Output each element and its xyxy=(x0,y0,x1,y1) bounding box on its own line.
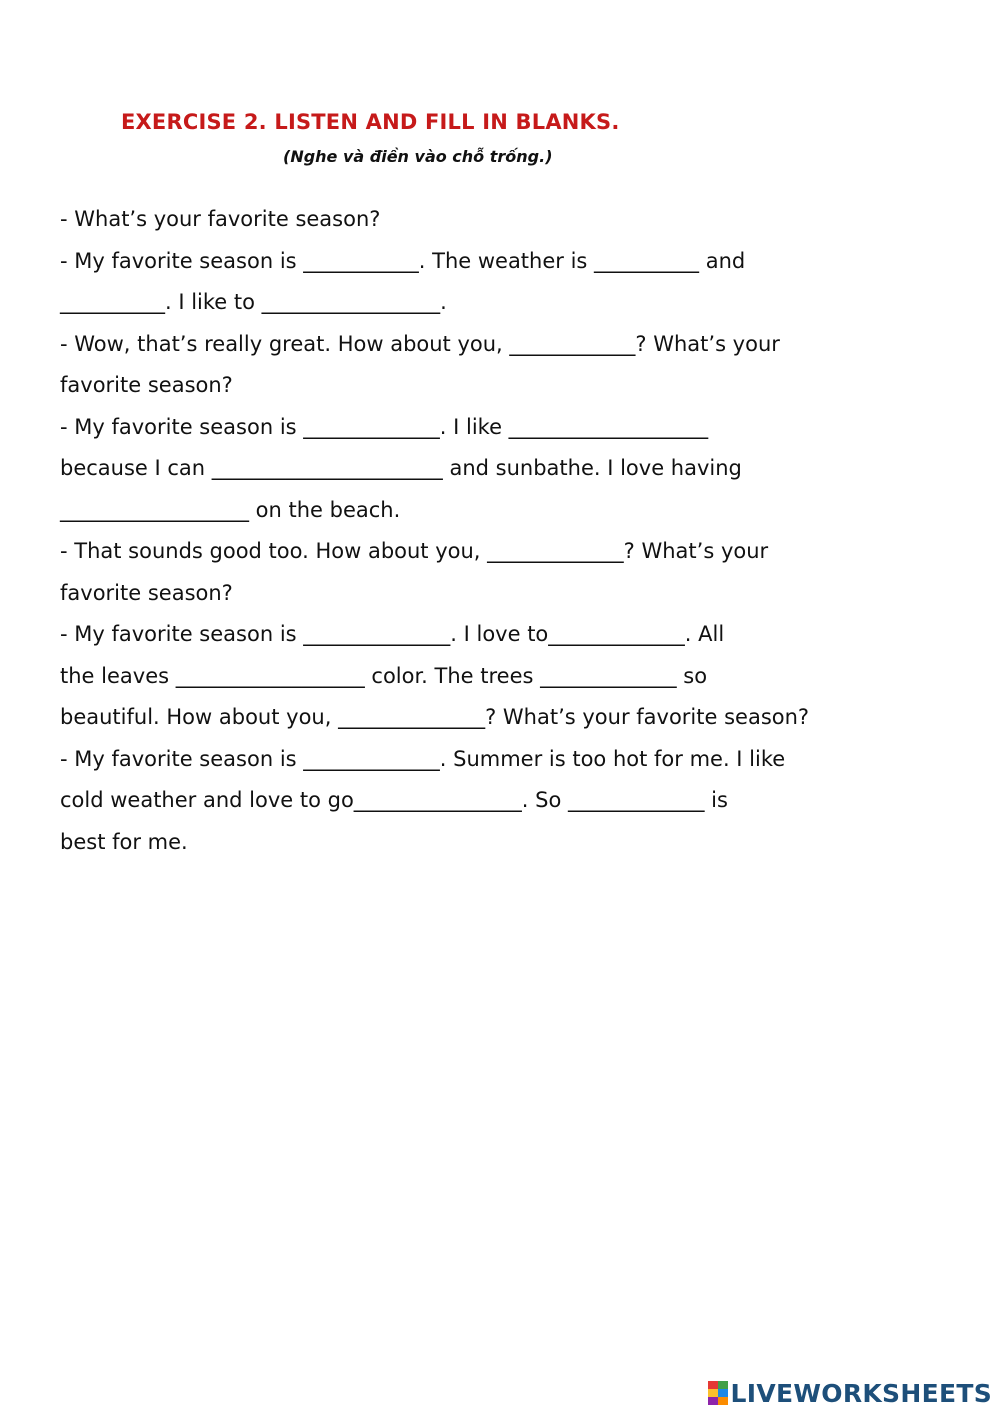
text-line: - Wow, that’s really great. How about you, ____________? What’s your xyxy=(60,332,780,356)
text-line: favorite season? xyxy=(60,373,233,397)
liveworksheets-logo[interactable] xyxy=(708,1379,992,1407)
text-line: beautiful. How about you, ______________? What’s your favorite season? xyxy=(60,705,810,729)
text-line: - That sounds good too. How about you, _____________? What’s your xyxy=(60,539,769,563)
text-line: cold weather and love to go________________. So _____________ is xyxy=(60,788,728,812)
liveworksheets-logo-text: LIVEWORKSHEETS xyxy=(730,1378,992,1408)
text-line: - My favorite season is ______________. I love to_____________. All xyxy=(60,622,725,646)
text-line: because I can ______________________ and sunbathe. I love having xyxy=(60,456,742,480)
text-line: the leaves __________________ color. The trees _____________ so xyxy=(60,664,708,688)
text-line: __________. I like to _________________. xyxy=(60,290,447,314)
exercise-title: EXERCISE 2. LISTEN AND FILL IN BLANKS. xyxy=(121,110,620,134)
text-line: favorite season? xyxy=(60,581,233,605)
text-line: - My favorite season is _____________. Summer is too hot for me. I like xyxy=(60,747,786,771)
liveworksheets-logo-icon xyxy=(708,1381,728,1405)
text-line: - My favorite season is _____________. I like ___________________ xyxy=(60,415,709,439)
exercise-subtitle: (Nghe và điền vào chỗ trống.) xyxy=(283,147,553,166)
text-line: - What’s your favorite season? xyxy=(60,207,381,231)
text-line: - My favorite season is ___________. The weather is __________ and xyxy=(60,249,746,273)
text-line: __________________ on the beach. xyxy=(60,498,401,522)
text-line: best for me. xyxy=(60,830,188,854)
